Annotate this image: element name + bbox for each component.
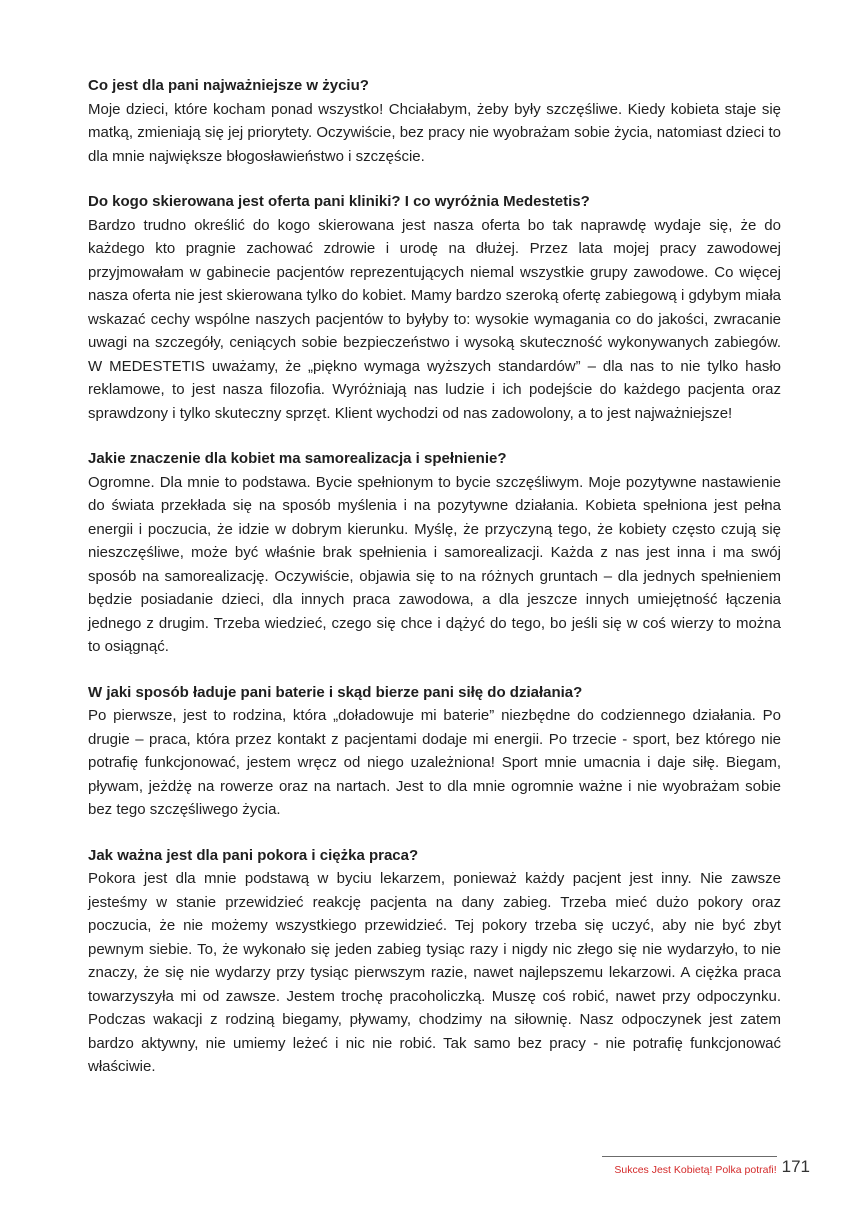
question-heading: Jak ważna jest dla pani pokora i ciężka praca?	[88, 846, 419, 864]
answer-paragraph: Pokora jest dla mnie podstawą w byciu lekarzem, ponieważ każdy pacjent jest inny. Nie zawsze jesteśmy w stanie przewidzieć reakcję pacjenta na dany zabieg. Trzeba mieć dużo pokory oraz poczucia, że nie możemy wszystkiego przewidzieć. Tej pokory trzeba się uczyć, aby nie być zbyt pewnym siebie. To, że wykonało się jeden zabieg tysiąc razy i nigdy nic złego się nie wydarzyło, to nie znaczy, że się nie wydarzy przy tysiąc pierwszym razie, nawet najlepszemu lekarzowi. A ciężka praca towarzyszyła mi od zawsze. Jestem trochę pracoholiczką. Muszę coś robić, nawet przy odpoczynku. Podczas wakacji z rodziną biegamy, pływamy, chodzimy na siłownię. Nasz odpoczynek jest zatem bardzo aktywny, nie umiemy leżeć i nic nie robić. Tak samo bez pracy - nie potrafię funkcjonować właściwie.	[88, 870, 781, 1075]
qa-section	[88, 190, 781, 425]
answer-paragraph: Po pierwsze, jest to rodzina, która „doładowuje mi baterie” niezbędne do codziennego działania. Po drugie – praca, która przez kontakt z pacjentami dodaje mi energii. Po trzecie - sport, bez którego nie potrafię funkcjonować, jestem wręcz od niego uzależniona! Sport mnie umacnia i daje siłę. Biegam, pływam, jeżdżę na rowerze oraz na nartach. Jest to dla mnie ogromnie ważne i nie wyobrażam sobie bez tego szczęśliwego życia.	[88, 707, 781, 818]
article-body	[88, 74, 781, 1101]
answer-paragraph: Bardzo trudno określić do kogo skierowana jest nasza oferta bo tak naprawdę wydaje się, że do każdego kto pragnie zachować zdrowie i urodę na dłużej. Przez lata mojej pracy zawodowej przyjmowałam w gabinecie pacjentów reprezentujących niemal wszystkie grupy zawodowe. Co więcej nasza oferta nie jest skierowana tylko do kobiet. Mamy bardzo szeroką ofertę zabiegową i gdybym miała wskazać cechy wspólne naszych pacjentów to byłyby to: wysokie wymagania co do jakości, zwracanie uwagi na szczegóły, ceniących sobie bezpieczeństwo i wysoką skuteczność wykonywanych zabiegów. W MEDESTETIS uważamy, że „piękno wymaga wyższych standardów” – dla nas to nie tylko hasło reklamowe, to jest nasza filozofia. Wyróżniają nas ludzie i ich podejście do każdego pacjenta oraz sprawdzony i tylko skuteczny sprzęt. Klient wychodzi od nas zadowolony, a to jest najważniejsze!	[88, 216, 781, 422]
question-heading: W jaki sposób ładuje pani baterie i skąd bierze pani siłę do działania?	[88, 683, 583, 701]
question-heading: Do kogo skierowana jest oferta pani kliniki? I co wyróżnia Medestetis?	[88, 193, 590, 210]
question-heading: Jakie znaczenie dla kobiet ma samorealizacja i spełnienie?	[88, 450, 507, 467]
qa-section	[88, 844, 781, 1079]
answer-paragraph: Ogromne. Dla mnie to podstawa. Bycie spełnionym to bycie szczęśliwym. Moje pozytywne nastawienie do świata przekłada się na sposób myślenia i na pozytywne działania. Kobieta spełniona jest pełna energii i poczucia, że idzie w dobrym kierunku. Myślę, że przyczyną tego, że kobiety często czują się nieszczęśliwe, może być właśnie brak spełnienia i samorealizacji. Każda z nas jest inna i ma swój sposób na samorealizację. Oczywiście, objawia się to na różnych gruntach – dla jednych spełnieniem będzie posiadanie dzieci, dla innych praca zawodowa, a dla jeszcze innych umiejętność łączenia jednego z drugim. Trzeba wiedzieć, czego się chce i dążyć do tego, bo jeśli się w coś wierzy to można to osiągnąć.	[88, 473, 781, 655]
qa-section	[88, 447, 781, 659]
question-heading: Co jest dla pani najważniejsze w życiu?	[88, 77, 369, 94]
page-footer	[602, 1156, 810, 1177]
page-number: 171	[781, 1157, 810, 1176]
answer-paragraph: Moje dzieci, które kocham ponad wszystko! Chciałabym, żeby były szczęśliwe. Kiedy kobieta staje się matką, zmieniają się jej priorytety. Oczywiście, bez pracy nie wyobrażam sobie życia, natomiast dzieci to dla mnie największe błogosławieństwo i szczęście.	[88, 100, 781, 165]
qa-section	[88, 74, 781, 168]
footer-tagline: Sukces Jest Kobietą! Polka potrafi!	[602, 1156, 776, 1177]
qa-section	[88, 681, 781, 822]
